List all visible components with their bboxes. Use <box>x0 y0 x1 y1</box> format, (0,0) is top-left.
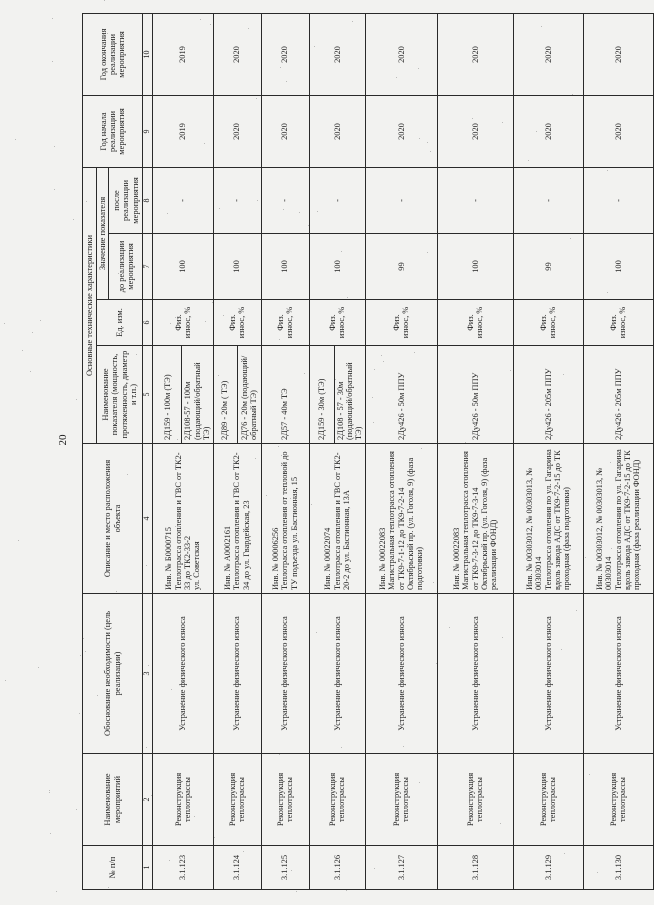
row-param: 2Ду426 - 50м ППУ <box>365 346 437 444</box>
scan-speck <box>86 201 87 202</box>
scan-speck <box>427 252 428 253</box>
row-param: 2Д108-57 - 100м (подающий/обратный ТЭ) <box>182 346 213 444</box>
scan-speck <box>54 189 55 190</box>
row-start-year: 2020 <box>261 96 309 168</box>
scan-speck <box>500 823 501 824</box>
row-description <box>513 444 583 594</box>
scan-speck <box>568 511 569 512</box>
row-before: 99 <box>513 234 583 300</box>
column-number: 6 <box>143 300 153 346</box>
header-justification: Обоснование необходимости (цель реализации) <box>83 594 143 754</box>
scan-speck <box>281 455 282 456</box>
scan-speck <box>107 33 108 34</box>
scan-speck <box>455 575 456 576</box>
scan-speck <box>279 754 280 755</box>
row-name: Реконструкция теплотрассы <box>309 754 365 846</box>
rotated-table-container <box>82 14 642 890</box>
scan-speck <box>50 833 51 834</box>
header-unit: Ед. изм. <box>97 300 143 346</box>
scan-speck <box>304 373 305 374</box>
header-tech-group: Основные технические характеристики <box>83 168 97 444</box>
scan-speck <box>54 146 55 147</box>
scan-speck <box>472 118 473 119</box>
scan-speck <box>205 321 206 322</box>
row-before: 100 <box>437 234 513 300</box>
scan-speck <box>85 651 86 652</box>
scan-speck <box>204 143 205 144</box>
row-before: 100 <box>583 234 653 300</box>
scan-speck <box>449 627 450 628</box>
scan-speck <box>403 746 404 747</box>
description-line: Теплотрасса отопления и ГВС от ТК2-33 до ТК2-33-2 <box>173 452 193 590</box>
scan-speck <box>482 587 483 588</box>
row-param: 2Д89 - 20м ( ТЭ) <box>213 346 237 444</box>
scan-speck <box>610 462 611 463</box>
measures-table <box>82 13 654 890</box>
scan-speck <box>563 374 564 375</box>
scan-speck <box>18 540 19 541</box>
scan-speck <box>255 458 256 459</box>
row-param: 2Д76 - 20м (подающий/обратный ТЭ) <box>237 346 261 444</box>
scan-speck <box>32 332 33 333</box>
row-param: 2Д159 - 30м (ТЭ) <box>309 346 334 444</box>
row-before: 99 <box>365 234 437 300</box>
scan-speck <box>136 354 137 355</box>
scan-speck <box>210 24 211 25</box>
scan-speck <box>564 853 565 854</box>
header-after: после реализации мероприятия <box>109 168 143 234</box>
scan-speck <box>427 142 428 143</box>
row-end-year: 2020 <box>583 14 653 96</box>
table-row <box>153 14 182 890</box>
scan-speck <box>299 212 300 213</box>
scan-speck <box>257 200 258 201</box>
column-number: 7 <box>143 234 153 300</box>
scan-speck <box>22 350 23 351</box>
scan-speck <box>170 323 171 324</box>
scan-speck <box>510 370 511 371</box>
row-before: 100 <box>261 234 309 300</box>
scan-speck <box>570 238 571 239</box>
row-before: 100 <box>309 234 365 300</box>
scan-speck <box>611 548 612 549</box>
scan-speck <box>373 422 374 423</box>
row-num: 3.1.125 <box>261 846 309 890</box>
scan-speck <box>541 26 542 27</box>
header-start-year: Год начала реализации мероприятия <box>83 96 143 168</box>
row-justification: Устранение физического износа <box>437 594 513 754</box>
scan-speck <box>607 292 608 293</box>
scan-speck <box>80 655 81 656</box>
scan-speck <box>73 219 74 220</box>
scan-speck <box>218 375 219 376</box>
row-unit: Физ. износ, % <box>583 300 653 346</box>
scan-speck <box>76 399 77 400</box>
scan-speck <box>108 887 109 888</box>
scan-speck <box>177 439 178 440</box>
row-description <box>213 444 261 594</box>
scan-speck <box>430 151 431 152</box>
scan-speck <box>287 664 288 665</box>
row-description <box>437 444 513 594</box>
row-unit: Физ. износ, % <box>365 300 437 346</box>
scan-speck <box>372 397 373 398</box>
scan-speck <box>314 46 315 47</box>
scan-speck <box>180 703 181 704</box>
column-number: 9 <box>143 96 153 168</box>
scan-speck <box>243 851 244 852</box>
scan-speck <box>248 28 249 29</box>
scan-speck <box>175 317 176 318</box>
row-param: 2Ду426 - 205м ППУ <box>513 346 583 444</box>
header-description: Описание и место расположения объекта <box>83 444 143 594</box>
scan-speck <box>607 170 608 171</box>
scan-speck <box>528 160 529 161</box>
column-number: 10 <box>143 14 153 96</box>
scan-speck <box>148 665 149 666</box>
description-line: Теплотрасса отопления от тепловой до ТУ подъезда ул. Бастионная, 15 <box>280 451 299 590</box>
row-unit: Физ. износ, % <box>261 300 309 346</box>
row-num: 3.1.124 <box>213 846 261 890</box>
scan-speck <box>112 45 113 46</box>
scan-speck <box>419 782 420 783</box>
scan-speck <box>49 792 50 793</box>
row-end-year: 2020 <box>309 14 365 96</box>
scan-speck <box>343 815 344 816</box>
row-end-year: 2020 <box>437 14 513 96</box>
scan-speck <box>256 98 257 99</box>
description-line: Инв. № А0002161 <box>223 525 233 590</box>
row-description <box>365 444 437 594</box>
header-before: до реализации мероприятия <box>109 234 143 300</box>
row-after: - <box>309 168 365 234</box>
scan-speck <box>436 663 437 664</box>
row-justification: Устранение физического износа <box>261 594 309 754</box>
column-number: 5 <box>143 346 153 444</box>
column-number: 3 <box>143 594 153 754</box>
scan-speck <box>374 369 375 370</box>
scan-speck <box>502 637 503 638</box>
row-num: 3.1.127 <box>365 846 437 890</box>
row-name: Реконструкция теплотрассы <box>213 754 261 846</box>
description-line: Магистральная теплотрасса отопления от ТК9-7-3-12 до ТК9-7-3-14 Октябрьский пр. (ул. Гоголя, 9) (фаза реализации ФОНД) <box>461 451 499 590</box>
scan-speck <box>346 890 347 891</box>
scan-speck <box>40 320 41 321</box>
row-param: 2Ду426 - 50м ППУ <box>437 346 513 444</box>
scan-speck <box>266 495 267 496</box>
description-line: Теплотрасса отопления и ГВС от ТК2-34 до ул. Гвардейская, 23 <box>232 452 251 590</box>
scan-speck <box>286 395 287 396</box>
row-end-year: 2020 <box>513 14 583 96</box>
scan-speck <box>341 747 342 748</box>
scan-speck <box>30 371 31 372</box>
row-name: Реконструкция теплотрассы <box>437 754 513 846</box>
row-after: - <box>153 168 213 234</box>
description-line: Магистральная теплотрасса отопления от ТК9-7-1-12 до ТК9-7-2-14 Октябрьский пр. (ул. Гоголя, 9) (фаза подготовки) <box>387 451 425 590</box>
scan-speck <box>118 273 119 274</box>
row-justification: Устранение физического износа <box>213 594 261 754</box>
scan-speck <box>589 774 590 775</box>
scan-speck <box>585 557 586 558</box>
scan-speck <box>286 81 287 82</box>
table-row <box>309 14 334 890</box>
row-after: - <box>583 168 653 234</box>
scan-speck <box>356 438 357 439</box>
scan-speck <box>194 816 195 817</box>
scan-speck <box>352 21 353 22</box>
header-num: № п/п <box>83 846 143 890</box>
scan-speck <box>15 139 16 140</box>
row-name: Реконструкция теплотрассы <box>153 754 213 846</box>
scan-speck <box>561 649 562 650</box>
scan-speck <box>576 610 577 611</box>
scan-speck <box>97 695 98 696</box>
header-param-name: Наименование показателя (мощность, протяженность, диаметр и т.п.) <box>97 346 143 444</box>
row-start-year: 2020 <box>309 96 365 168</box>
row-end-year: 2020 <box>365 14 437 96</box>
scan-speck <box>465 442 466 443</box>
row-end-year: 2020 <box>261 14 309 96</box>
scan-speck <box>76 809 77 810</box>
scan-speck <box>283 209 284 210</box>
row-after: - <box>437 168 513 234</box>
description-line: Инв. № 00022083 <box>377 527 387 590</box>
column-number: 1 <box>143 846 153 890</box>
scan-speck <box>572 94 573 95</box>
row-end-year: 2020 <box>213 14 261 96</box>
description-line: ул. Советская <box>192 541 202 590</box>
scan-speck <box>291 870 292 871</box>
scan-speck <box>280 67 281 68</box>
page-number: 20 <box>57 434 69 446</box>
row-start-year: 2020 <box>365 96 437 168</box>
row-name: Реконструкция теплотрассы <box>513 754 583 846</box>
row-param: 2Д159 - 100м (ТЭ) <box>153 346 182 444</box>
row-description <box>309 444 365 594</box>
row-start-year: 2019 <box>153 96 213 168</box>
scan-speck <box>146 266 147 267</box>
row-unit: Физ. износ, % <box>513 300 583 346</box>
row-num: 3.1.130 <box>583 846 653 890</box>
scan-speck <box>317 211 318 212</box>
row-description <box>261 444 309 594</box>
row-param: 2Ду426 - 205м ППУ <box>583 346 653 444</box>
row-param: 2Д57 - 40м ТЭ <box>261 346 309 444</box>
row-unit: Физ. износ, % <box>153 300 213 346</box>
scan-speck <box>618 499 619 500</box>
table-rotation-frame <box>82 14 642 890</box>
description-line: Инв. № 00303012, № 00303013, № 00303014 <box>594 467 614 590</box>
scan-speck <box>296 891 297 892</box>
scan-speck <box>4 323 5 324</box>
row-justification: Устранение физического износа <box>365 594 437 754</box>
row-num: 3.1.129 <box>513 846 583 890</box>
row-before: 100 <box>153 234 213 300</box>
scan-speck <box>127 474 128 475</box>
scan-speck <box>383 361 384 362</box>
column-number: 4 <box>143 444 153 594</box>
scan-speck <box>475 576 476 577</box>
description-line: Инв. № Б0000715 <box>164 527 174 590</box>
scan-speck <box>341 251 342 252</box>
scan-speck <box>536 131 537 132</box>
row-name: Реконструкция теплотрассы <box>583 754 653 846</box>
row-after: - <box>261 168 309 234</box>
scan-speck <box>219 208 220 209</box>
scan-speck <box>502 122 503 123</box>
scan-speck <box>5 680 6 681</box>
row-before: 100 <box>213 234 261 300</box>
scan-speck <box>52 18 53 19</box>
row-num: 3.1.123 <box>153 846 213 890</box>
table-row <box>213 14 237 890</box>
scan-speck <box>347 297 348 298</box>
row-justification: Устранение физического износа <box>309 594 365 754</box>
row-justification: Устранение физического износа <box>513 594 583 754</box>
scan-speck <box>308 225 309 226</box>
column-number: 8 <box>143 168 153 234</box>
row-unit: Физ. износ, % <box>213 300 261 346</box>
row-start-year: 2020 <box>213 96 261 168</box>
scan-speck <box>175 526 176 527</box>
header-name: Наименование мероприятий <box>83 754 143 846</box>
row-param: 2Д108 - 57 - 30м (подающий/обратный ТЭ) <box>334 346 365 444</box>
scan-speck <box>421 448 422 449</box>
scan-speck <box>279 339 280 340</box>
scan-speck <box>146 565 147 566</box>
scan-speck <box>83 638 84 639</box>
scan-speck <box>79 713 80 714</box>
scan-speck <box>212 302 213 303</box>
header-end-year: Год окончания реализации мероприятия <box>83 14 143 96</box>
scan-speck <box>335 379 336 380</box>
row-name: Реконструкция теплотрассы <box>261 754 309 846</box>
description-line: Теплотрасса отопления и ГВС от ТК2-20-2 до ул. Бастионная, 13А <box>332 452 351 590</box>
row-description <box>583 444 653 594</box>
scan-speck <box>319 399 320 400</box>
scan-speck <box>290 498 291 499</box>
scan-speck <box>223 315 224 316</box>
row-start-year: 2020 <box>583 96 653 168</box>
scan-speck <box>38 667 39 668</box>
description-line: Инв. № 00022083 <box>451 527 461 590</box>
table-row <box>261 14 309 890</box>
row-name: Реконструкция теплотрассы <box>365 754 437 846</box>
scan-speck <box>396 77 397 78</box>
scan-speck <box>477 704 478 705</box>
row-num: 3.1.128 <box>437 846 513 890</box>
scan-speck <box>316 632 317 633</box>
description-line: Теплотрасса отопления по ул. Гагарина вдоль завода АДС от ТК9-7-2-15 до ТК проходная (фаза подготовки) <box>543 449 572 590</box>
scan-speck <box>597 872 598 873</box>
table-row <box>513 14 583 890</box>
scan-speck <box>278 446 279 447</box>
scan-speck <box>169 860 170 861</box>
row-justification: Устранение физического износа <box>153 594 213 754</box>
description-line: Инв. № 00303012, № 00303013, № 00303014 <box>524 467 544 590</box>
scan-speck <box>311 504 312 505</box>
scan-speck <box>171 689 172 690</box>
scan-speck <box>52 61 53 62</box>
scan-speck <box>146 747 147 748</box>
scan-speck <box>214 837 215 838</box>
row-start-year: 2020 <box>513 96 583 168</box>
scan-speck <box>419 138 420 139</box>
scan-speck <box>290 785 291 786</box>
description-line: Инв. № 00022074 <box>323 527 333 590</box>
scan-speck <box>414 352 415 353</box>
table-row <box>365 14 437 890</box>
scan-speck <box>418 68 419 69</box>
row-num: 3.1.126 <box>309 846 365 890</box>
row-start-year: 2020 <box>437 96 513 168</box>
column-number: 2 <box>143 754 153 846</box>
table-row <box>437 14 513 890</box>
header-value-group: Значение показателя <box>97 168 109 300</box>
scan-speck <box>374 868 375 869</box>
table-row <box>583 14 653 890</box>
row-justification: Устранение физического износа <box>583 594 653 754</box>
row-after: - <box>213 168 261 234</box>
scan-speck <box>433 582 434 583</box>
row-after: - <box>365 168 437 234</box>
description-line: Инв. № 00006256 <box>271 527 281 590</box>
scan-speck <box>151 795 152 796</box>
scan-speck <box>116 591 117 592</box>
scan-speck <box>167 213 168 214</box>
row-unit: Физ. износ, % <box>437 300 513 346</box>
scan-speck <box>545 871 546 872</box>
row-end-year: 2019 <box>153 14 213 96</box>
row-after: - <box>513 168 583 234</box>
scan-speck <box>56 891 57 892</box>
scan-speck <box>200 19 201 20</box>
row-unit: Физ. износ, % <box>309 300 365 346</box>
scan-speck <box>104 0 105 1</box>
scan-speck <box>381 355 382 356</box>
description-line: Теплотрасса отопления по ул. Гагарина вдоль завода АДС от ТК9-7-2-15 до ТК проходная (фаза реализации ФОНД) <box>613 449 642 590</box>
scan-speck <box>49 790 50 791</box>
row-description <box>153 444 213 594</box>
